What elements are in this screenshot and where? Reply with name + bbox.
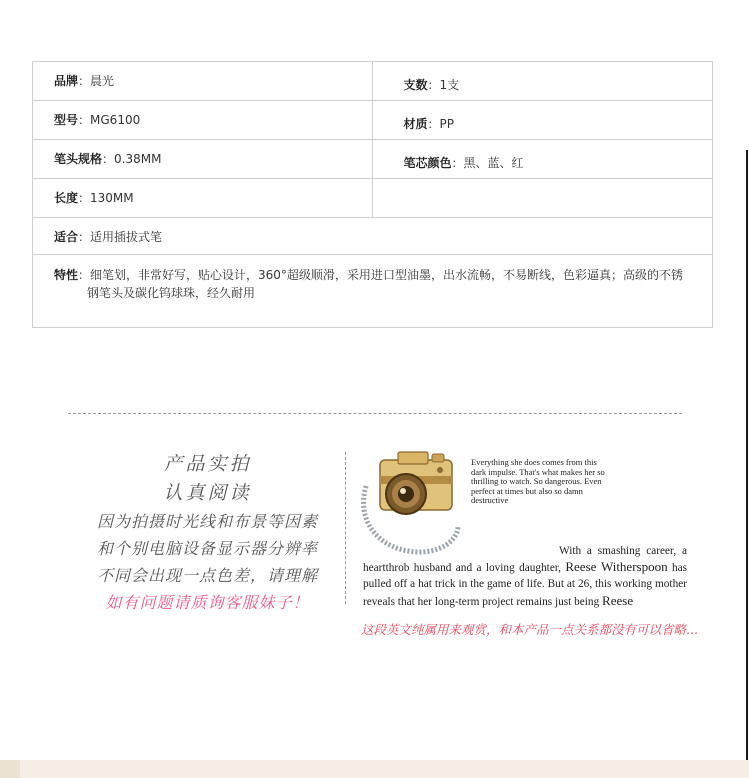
length-label: 长度 [54, 191, 79, 205]
para-name-2: Reese [602, 592, 634, 608]
notes-line-3: 不同会出现一点色差，请理解 [96, 566, 318, 585]
brand-value: 晨光 [90, 74, 115, 88]
dashed-divider [68, 413, 682, 414]
model-cell: 型号：MG6100 [54, 113, 141, 127]
magazine-quote: Everything she does comes from this dark impulse. That's what makes her so thrilling to watch. So dangerous. Even perfect at times but also so damn destructive [471, 457, 605, 506]
notes-line-2: 和个别电脑设备显示器分辨率 [96, 539, 318, 558]
magazine-paragraph [363, 543, 687, 610]
tip-label: 笔头规格 [54, 152, 103, 166]
tip-cell: 笔头规格：0.38MM [54, 152, 162, 166]
tip-value: 0.38MM [114, 152, 162, 166]
spec-row [33, 255, 712, 327]
disclaimer-text: 这段英文纯属用来观赏，和本产品一点关系都没有可以省略... [361, 622, 698, 637]
ink-value: 黑、蓝、红 [463, 156, 524, 170]
edge-line [746, 150, 748, 770]
feature-value: 细笔划，非常好写，贴心设计，360°超级顺滑，采用进口型油墨，出水流畅，不易断线，色彩逼真；高级的不锈钢笔头及碳化钨球珠，经久耐用 [87, 268, 683, 300]
material-label: 材质 [403, 117, 428, 131]
spec-row [33, 218, 712, 255]
spec-table [32, 61, 713, 328]
length-value: 130MM [90, 191, 134, 205]
count-value: 1支 [439, 78, 460, 92]
para-name-1: Reese Witherspoon [565, 559, 668, 575]
count-cell: 支数：1支 [372, 62, 712, 100]
vertical-dashed-divider [345, 452, 346, 604]
ink-label: 笔芯颜色 [403, 156, 452, 170]
feature-label: 特性 [54, 268, 79, 282]
notes-line-4: 如有问题请质询客服妹子！ [105, 593, 310, 612]
notes-line-1: 因为拍摄时光线和布景等因素 [96, 512, 318, 531]
spec-row [33, 179, 712, 218]
feature-text: 特性：细笔划，非常好写，贴心设计，360°超级顺滑，采用进口型油墨，出水流畅，不易断线，色彩逼真；高级的不锈钢笔头及碳化钨球珠，经久耐用 [54, 268, 683, 300]
notes-title-1: 产品实拍 [163, 453, 252, 475]
fit-label: 适合 [54, 230, 79, 244]
spec-row [33, 62, 712, 101]
brand-cell: 品牌：晨光 [54, 74, 115, 88]
spec-row [33, 140, 712, 179]
notes-title-2: 认真阅读 [163, 482, 252, 504]
para-mid: has pulled off a hat trick in the game of life. But at 26, this working mother reveals that her long-term project remains just being [363, 562, 688, 608]
empty-cell [372, 179, 712, 217]
fit-value: 适用插拔式笔 [90, 230, 163, 244]
para-start: With a smashing career, a heartthrob husband and a loving daughter, [363, 545, 687, 575]
footer-band [0, 760, 749, 778]
length-cell: 长度：130MM [54, 191, 134, 205]
brand-label: 品牌 [54, 74, 79, 88]
model-value: MG6100 [90, 113, 141, 127]
model-label: 型号 [54, 113, 79, 127]
material-cell: 材质：PP [372, 101, 712, 139]
fit-cell: 适合：适用插拔式笔 [54, 230, 163, 244]
material-value: PP [439, 117, 454, 131]
feature-cell [33, 255, 712, 327]
camera-illustration [358, 446, 468, 556]
ink-cell: 笔芯颜色：黑、蓝、红 [372, 140, 712, 178]
spec-row [33, 101, 712, 140]
count-label: 支数 [403, 78, 428, 92]
photo-notes [80, 450, 335, 616]
